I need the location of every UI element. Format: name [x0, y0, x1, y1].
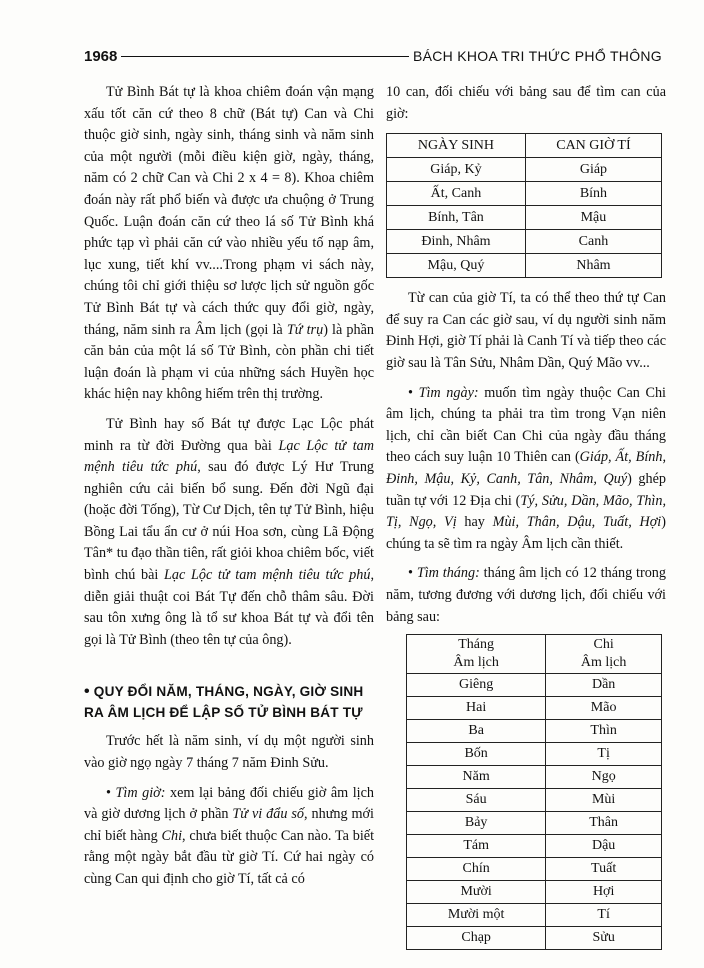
table-row: Ất, Canh Bính — [387, 182, 662, 206]
table-row: Ba Thìn — [407, 720, 662, 743]
table-row: Giêng Dần — [407, 674, 662, 697]
table-row: Chín Tuất — [407, 858, 662, 881]
hour-continued-paragraph: 10 can, đối chiếu với bảng sau để tìm can của giờ: — [386, 84, 666, 122]
table-row: Bốn Tị — [407, 743, 662, 766]
hour-paragraph: • Tìm giờ: xem lại bảng đối chiếu giờ âm lịch và giờ dương lịch ở phần Tử vi đẩu số, nhưng mới chỉ biết hàng Chi, chưa biết thuộc Can nào. Ta biết rằng một ngày bắt đầu từ giờ Tí. Cứ hai ngày có cùng Can qui định cho giờ Tí, tất cả có — [84, 784, 375, 887]
running-title: BÁCH KHOA TRI THỨC PHỔ THÔNG — [412, 48, 662, 64]
page-number: 1968 — [84, 47, 118, 65]
right-column — [386, 82, 666, 950]
table-row: Bính, Tân Mậu — [387, 206, 662, 230]
section-heading: • QUY ĐỔI NĂM, THÁNG, NGÀY, GIỜ SINH RA ÂM LỊCH ĐỂ LẬP SỐ TỬ BÌNH BÁT TỰ — [84, 683, 364, 721]
table-header-cell: Tháng Âm lịch — [407, 635, 546, 674]
month-branch-table — [406, 634, 662, 950]
history-paragraph: Tử Bình hay số Bát tự được Lạc Lộc phát minh ra từ đời Đường qua bài Lạc Lộc tử tam mệnh tiêu tức phú, sau đó được Lý Hư Trung nghiên cứu cải biến bổ sung. Đến đời Ngũ đại (hoặc đời Tống), Từ Cư Dịch, tên tự Tử Bình, hiệu Bồng Lai tẩu ẩn cư ở núi Hoa sơn, cùng Lã Động Tân* tu đạo thần tiên, rất giỏi khoa chiêm bốc, viết bình chú bài Lạc Lộc tử tam mệnh tiêu tức phú, diễn giải thuật coi Bát Tự đến chỗ thâm sâu. Đời sau tôn xưng ông là tổ sư khoa Bát tự và đổi tên gọi là Tử Bình (theo tên tự của ông). — [84, 415, 375, 648]
header-rule — [121, 56, 409, 57]
running-header — [84, 44, 662, 68]
year-paragraph: Trước hết là năm sinh, ví dụ một người sinh vào giờ ngọ ngày 7 tháng 7 năm Đinh Sửu. — [84, 733, 374, 772]
intro-paragraph: Tử Bình Bát tự là khoa chiêm đoán vận mạng xấu tốt căn cứ theo 8 chữ (Bát tự) Can và Chi thuộc giờ sinh, ngày sinh, tháng sinh và năm sinh của một người (mỗi điều kiện giờ, ngày, tháng, năm có 2 chữ Can và Chi 2 x 4 = 8). Khoa chiêm đoán này rất phổ biến và được ưa chuộng ở Trung Quốc. Luận đoán căn cứ theo lá số Tử Bình khá phức tạp vì phải căn cứ vào nhiều yếu tố nạp âm, lục xung, tiết khí vv....Trong phạm vi sách này, chúng tôi chỉ giới thiệu sơ lược lịch sử nguồn gốc Tử Bình Bát tự và cách thức quy đổi giờ, ngày, tháng, năm sinh ra Âm lịch (gọi là Tứ trụ) là phần căn bản của một lá số Tử Bình, còn phần chi tiết luận đoán là phạm vi của những sách Huyền học khác hiện nay không hiếm trên thị trường. — [84, 84, 374, 403]
stem-order-paragraph: Từ can của giờ Tí, ta có thể theo thứ tự Can để suy ra Can các giờ sau, ví dụ người sinh năm Đinh Hợi, giờ Tí phải là Canh Tí và tiếp theo các giờ sau là Tân Sửu, Nhâm Dần, Quý Mão vv... — [386, 290, 666, 371]
table-row: Bảy Thân — [407, 812, 662, 835]
table-header-row — [387, 134, 662, 158]
table-row: Mậu, Quý Nhâm — [387, 254, 662, 278]
table-row: Mười Hợi — [407, 881, 662, 904]
table-row: Năm Ngọ — [407, 766, 662, 789]
table-row: Giáp, Kỷ Giáp — [387, 158, 662, 182]
day-paragraph: • Tìm ngày: muốn tìm ngày thuộc Can Chi âm lịch, chúng ta phải tra tìm trong Vạn niên lịch, chỉ cần biết Can Chi của ngày đầu tháng theo cách suy luận 10 Thiên can (Giáp, Ất, Bính, Đinh, Mậu, Kỷ, Canh, Tân, Nhâm, Quý) ghép tuần tự với 12 Địa chi (Tý, Sửu, Dần, Mão, Thìn, Tị, Ngọ, Vị hay Mùi, Thân, Dậu, Tuất, Hợi) chúng ta sẽ tìm ra ngày Âm lịch cần thiết. — [386, 384, 667, 552]
table-row: Sáu Mùi — [407, 789, 662, 812]
left-column — [84, 82, 374, 891]
table-header-cell: CAN GIỜ TÍ — [525, 134, 661, 158]
table-header-cell: NGÀY SINH — [387, 134, 526, 158]
table-row: Mười một Tí — [407, 904, 662, 927]
table-row: Chạp Sửu — [407, 927, 662, 950]
table-row: Đinh, Nhâm Canh — [387, 230, 662, 254]
table-row: Hai Mão — [407, 697, 662, 720]
table-header-row — [407, 635, 662, 674]
month-paragraph: • Tìm tháng: tháng âm lịch có 12 tháng trong năm, tương đương với dương lịch, đối chiếu với bảng sau: — [386, 565, 666, 625]
table-header-cell: Chi Âm lịch — [546, 635, 662, 674]
hour-stem-table — [386, 133, 662, 278]
table-row: Tám Dậu — [407, 835, 662, 858]
